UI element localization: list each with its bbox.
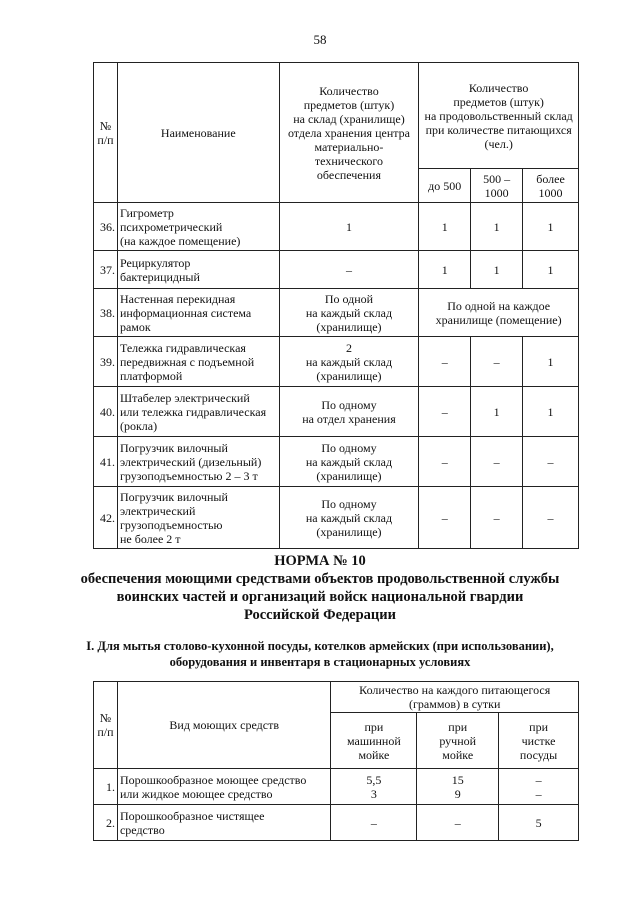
header-name: Вид моющих средств <box>117 682 330 769</box>
row-merged-value <box>419 289 579 337</box>
table-row <box>94 251 579 289</box>
name-line: Штабелер электрический <box>119 390 250 405</box>
row-value-2 <box>417 769 499 805</box>
value-line: – <box>535 772 542 787</box>
equipment-table <box>93 62 579 549</box>
row-value-1 <box>331 769 417 805</box>
header-line: отдела хранения центра <box>287 125 410 140</box>
row-value-2: – <box>417 805 499 841</box>
row-value-3: 1 <box>523 387 579 437</box>
warehouse-line: на каждый склад <box>305 305 393 320</box>
warehouse-line: 2 <box>345 340 352 355</box>
sub-header-2 <box>417 713 499 769</box>
name-line: платформой <box>119 368 183 383</box>
warehouse-line: По одному <box>321 440 377 455</box>
row-value-1: – <box>419 437 471 487</box>
warehouse-line: на отдел хранения <box>302 411 396 426</box>
row-value-3: 1 <box>523 203 579 251</box>
row-value-1: – <box>419 487 471 549</box>
page-number: 58 <box>313 32 327 47</box>
header-group <box>331 682 579 713</box>
header-line: ручной <box>439 733 477 748</box>
detergents-table <box>93 681 579 841</box>
row-num: 42. <box>94 487 118 549</box>
table-row <box>94 805 579 841</box>
row-name <box>117 337 279 387</box>
header-line: при <box>364 719 384 734</box>
header-num-line: п/п <box>97 132 114 147</box>
name-line: психрометрический <box>119 219 223 234</box>
row-name <box>117 487 279 549</box>
sub-header-3: более 1000 <box>523 169 579 203</box>
header-line: предметов (штук) <box>453 94 544 109</box>
header-warehouse <box>279 63 419 203</box>
name-line: или тележка гидравлическая <box>119 404 267 419</box>
header-line: мойке <box>358 747 390 762</box>
row-num: 2. <box>94 805 118 841</box>
row-value-3: – <box>523 487 579 549</box>
table-row <box>94 387 579 437</box>
row-value-3: 5 <box>499 805 579 841</box>
header-line: предметов (штук) <box>303 97 395 112</box>
value-line: – <box>535 786 542 801</box>
row-warehouse <box>279 337 419 387</box>
row-name <box>117 387 279 437</box>
row-value-2: – <box>471 337 523 387</box>
row-warehouse: – <box>279 251 419 289</box>
name-line: Порошкообразное чистящее <box>119 808 265 823</box>
name-line: Погрузчик вилочный <box>119 489 228 504</box>
name-line: (на каждое помещение) <box>119 233 241 248</box>
name-line: Настенная перекидная <box>119 291 236 306</box>
header-num-line: п/п <box>97 725 114 739</box>
row-num: 41. <box>94 437 118 487</box>
row-num: 40. <box>94 387 118 437</box>
header-line: (чел.) <box>484 136 513 151</box>
row-value-2: 1 <box>471 251 523 289</box>
name-line: электрический <box>119 503 196 518</box>
warehouse-line: По одному <box>321 397 377 412</box>
header-num <box>94 682 118 769</box>
header-line: посуды <box>519 747 558 762</box>
norm-title-line: Российской Федерации <box>243 607 396 623</box>
header-line: Количество на каждого питающегося <box>359 683 551 697</box>
row-num: 39. <box>94 337 118 387</box>
name-line: средство <box>119 822 165 837</box>
header-line: на продовольственный склад <box>424 108 573 123</box>
section-heading: I. Для мытья столово-кухонной посуды, котелков армейских (при использовании), <box>86 639 554 653</box>
row-value-1: 1 <box>419 251 471 289</box>
row-value-2: – <box>471 437 523 487</box>
table-row <box>94 203 579 251</box>
row-name <box>117 437 279 487</box>
header-line: при количестве питающихся <box>425 122 572 137</box>
header-line: Количество <box>468 80 529 95</box>
sub-header-1: до 500 <box>419 169 471 203</box>
header-line: обеспечения <box>316 167 381 182</box>
norm-title: НОРМА № 10 <box>274 553 366 569</box>
row-warehouse <box>279 437 419 487</box>
row-value-3: 1 <box>523 251 579 289</box>
table-row <box>94 437 579 487</box>
warehouse-line: (хранилище) <box>316 468 382 483</box>
header-line: технического <box>314 153 384 168</box>
warehouse-line: на каждый склад <box>305 454 393 469</box>
row-value-3 <box>499 769 579 805</box>
name-line: рамок <box>119 319 151 334</box>
row-value-3: 1 <box>523 337 579 387</box>
norm-title-line: обеспечения моющими средствами объектов продовольственной службы <box>80 571 560 587</box>
name-line: Рециркулятор <box>119 255 191 270</box>
row-value-3: – <box>523 437 579 487</box>
row-warehouse <box>279 387 419 437</box>
name-line: грузоподъемностью <box>119 517 223 532</box>
row-warehouse: 1 <box>279 203 419 251</box>
row-value-2: 1 <box>471 203 523 251</box>
value-line: 9 <box>454 786 461 801</box>
warehouse-line: (хранилище) <box>316 319 382 334</box>
warehouse-line: на каждый склад <box>305 510 393 525</box>
row-num: 38. <box>94 289 118 337</box>
name-line: электрический (дизельный) <box>119 454 262 469</box>
section-heading-line: оборудования и инвентаря в стационарных условиях <box>169 655 471 669</box>
table-row <box>94 289 579 337</box>
table-row <box>94 487 579 549</box>
warehouse-line: (хранилище) <box>316 524 382 539</box>
row-warehouse <box>279 289 419 337</box>
row-value-1: 1 <box>419 203 471 251</box>
value-line: 3 <box>370 786 377 801</box>
warehouse-line: По одной <box>324 291 374 306</box>
header-num <box>94 63 118 203</box>
sub-header-1 <box>331 713 417 769</box>
warehouse-line: По одному <box>321 496 377 511</box>
value-line: 5,5 <box>366 772 382 787</box>
row-name <box>117 805 330 841</box>
name-line: или жидкое моющее средство <box>119 786 273 801</box>
name-line: Порошкообразное моющее средство <box>119 772 307 787</box>
name-line: Гигрометр <box>119 205 174 220</box>
header-line: при <box>529 719 548 734</box>
norm-title-line: воинских частей и организаций войск национальной гвардии <box>116 589 524 605</box>
header-line: машинной <box>346 733 401 748</box>
header-num-line: № <box>99 118 112 133</box>
name-line: передвижная с подъемной <box>119 354 255 369</box>
header-line: на склад (хранилище) <box>293 111 405 126</box>
row-value-2: – <box>471 487 523 549</box>
header-line: при <box>448 719 468 734</box>
value-line: 15 <box>451 772 464 787</box>
name-line: Тележка гидравлическая <box>119 340 246 355</box>
row-name <box>117 251 279 289</box>
warehouse-line: (хранилище) <box>316 368 382 383</box>
row-value-1: – <box>419 387 471 437</box>
row-warehouse <box>279 487 419 549</box>
header-food <box>419 63 579 169</box>
name-line: (рокла) <box>119 418 158 433</box>
header-line: (граммов) в сутки <box>409 697 501 711</box>
row-num: 36. <box>94 203 118 251</box>
merged-line: хранилище (помещение) <box>435 312 562 327</box>
header-name: Наименование <box>117 63 279 203</box>
row-num: 1. <box>94 769 118 805</box>
name-line: не более 2 т <box>119 531 181 546</box>
row-num: 37. <box>94 251 118 289</box>
table-header-row <box>94 63 579 169</box>
sub-header-2: 500 – 1000 <box>471 169 523 203</box>
merged-line: По одной на каждое <box>447 298 551 313</box>
sub-header-3 <box>499 713 579 769</box>
warehouse-line: на каждый склад <box>305 354 393 369</box>
name-line: грузоподъемностью 2 – 3 т <box>119 468 258 483</box>
header-num-line: № <box>99 711 112 725</box>
header-line: мойке <box>442 747 474 762</box>
name-line: Погрузчик вилочный <box>119 440 228 455</box>
header-line: материально- <box>314 139 384 154</box>
name-line: бактерицидный <box>119 269 200 284</box>
row-name <box>117 769 330 805</box>
name-line: информационная система <box>119 305 252 320</box>
header-line: чистке <box>521 733 556 748</box>
table-header-row <box>94 682 579 713</box>
row-value-1: – <box>331 805 417 841</box>
header-line: Количество <box>319 83 379 98</box>
row-name <box>117 289 279 337</box>
row-value-1: – <box>419 337 471 387</box>
table-row <box>94 769 579 805</box>
row-value-2: 1 <box>471 387 523 437</box>
table-row <box>94 337 579 387</box>
row-name <box>117 203 279 251</box>
